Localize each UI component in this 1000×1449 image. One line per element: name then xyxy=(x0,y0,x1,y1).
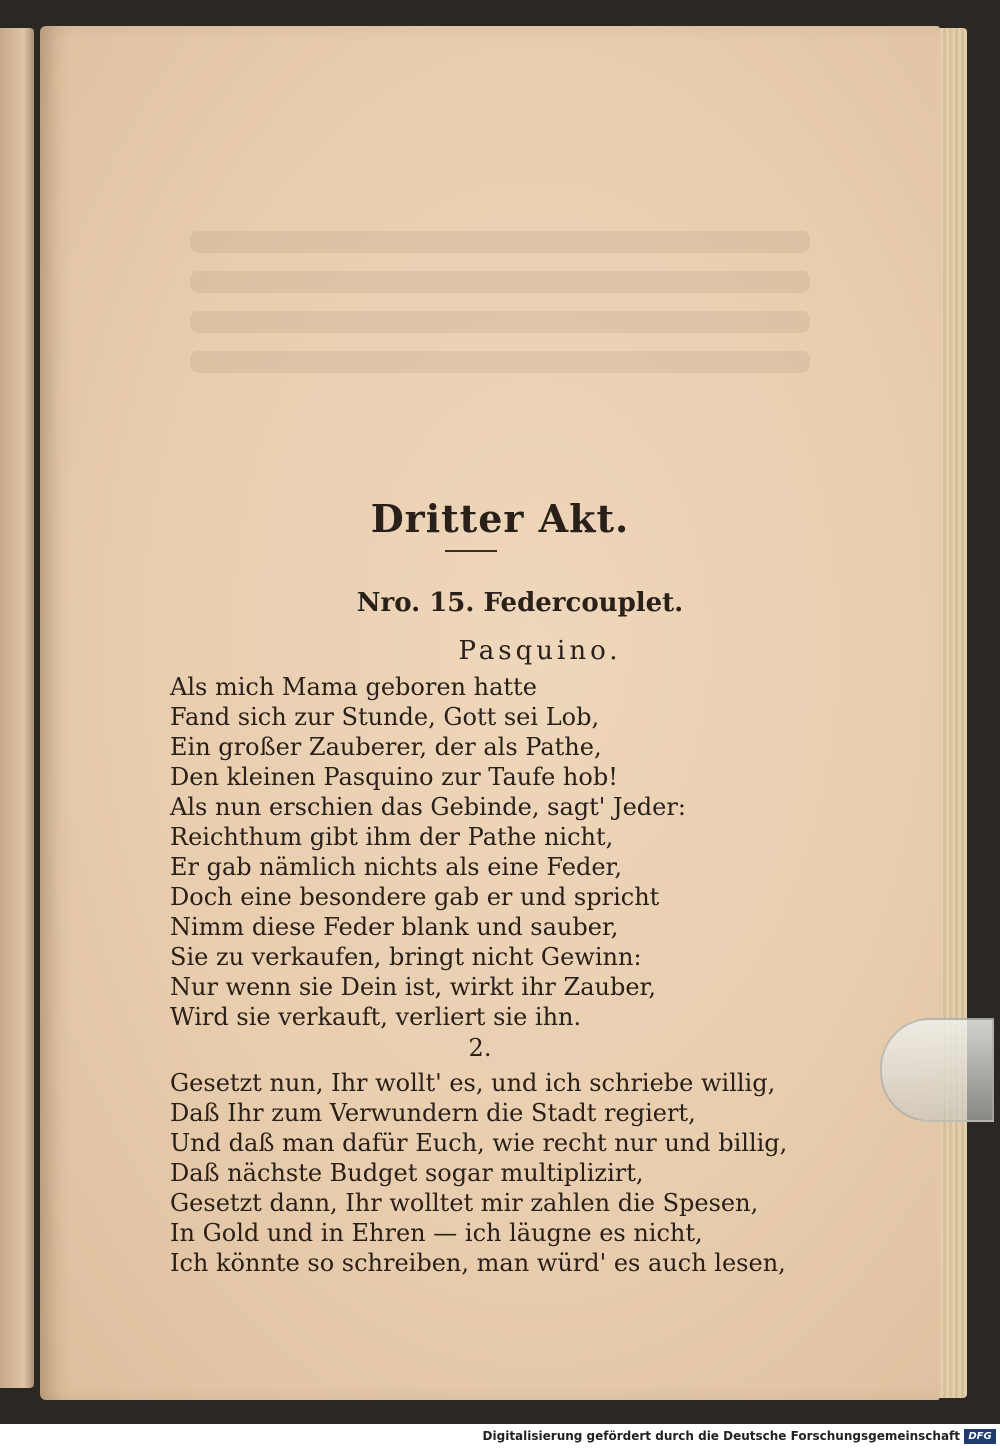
verse-line: Doch eine besondere gab er und spricht xyxy=(170,883,660,911)
bleed-through xyxy=(190,311,810,333)
page-clip-marker xyxy=(880,1018,994,1122)
verse-line: Daß Ihr zum Verwundern die Stadt regiert, xyxy=(170,1099,696,1127)
stanza-2 xyxy=(170,1068,930,1278)
verse-line: Ich könnte so schreiben, man würd' es auch lesen, xyxy=(170,1249,786,1277)
verse-line: Ein großer Zauberer, der als Pathe, xyxy=(170,733,602,761)
verse-line: Fand sich zur Stunde, Gott sei Lob, xyxy=(170,703,600,731)
verse-line: Gesetzt dann, Ihr wolltet mir zahlen die Spesen, xyxy=(170,1189,759,1217)
footer-bar xyxy=(0,1424,1000,1449)
verse-line: Wird sie verkauft, verliert sie ihn. xyxy=(170,1003,582,1031)
verse-line: Er gab nämlich nichts als eine Feder, xyxy=(170,853,622,881)
verse-line: Nur wenn sie Dein ist, wirkt ihr Zauber, xyxy=(170,973,656,1001)
verse-line: Als nun erschien das Gebinde, sagt' Jeder: xyxy=(170,793,686,821)
verse-line: Daß nächste Budget sogar multiplizirt, xyxy=(170,1159,644,1187)
verse-line: In Gold und in Ehren — ich läugne es nicht, xyxy=(170,1219,703,1247)
bleed-through xyxy=(190,271,810,293)
bleed-through xyxy=(190,351,810,373)
stanza-1 xyxy=(170,672,930,1032)
act-title: Dritter Akt. xyxy=(370,496,630,541)
verse-line: Den kleinen Pasquino zur Taufe hob! xyxy=(170,763,618,791)
verse-line: Nimm diese Feder blank und sauber, xyxy=(170,913,619,941)
verse-line: Gesetzt nun, Ihr wollt' es, und ich schriebe willig, xyxy=(170,1069,776,1097)
dfg-logo-icon: DFG xyxy=(964,1429,996,1444)
speaker-name: Pasquino. xyxy=(458,636,622,666)
verse-line: Sie zu verkaufen, bringt nicht Gewinn: xyxy=(170,943,642,971)
bleed-through xyxy=(190,231,810,253)
verse-line: Und daß man dafür Euch, wie recht nur und billig, xyxy=(170,1129,788,1157)
number-title: Nro. 15. Federcouplet. xyxy=(356,588,684,618)
stanza-number: 2. xyxy=(468,1034,492,1062)
verse-line: Als mich Mama geboren hatte xyxy=(170,673,537,701)
left-page-edge xyxy=(0,28,34,1388)
title-rule xyxy=(445,550,497,552)
verse-line: Reichthum gibt ihm der Pathe nicht, xyxy=(170,823,614,851)
footer-credit: Digitalisierung gefördert durch die Deutsche Forschungsgemeinschaft xyxy=(482,1429,960,1443)
book-page xyxy=(40,26,940,1400)
